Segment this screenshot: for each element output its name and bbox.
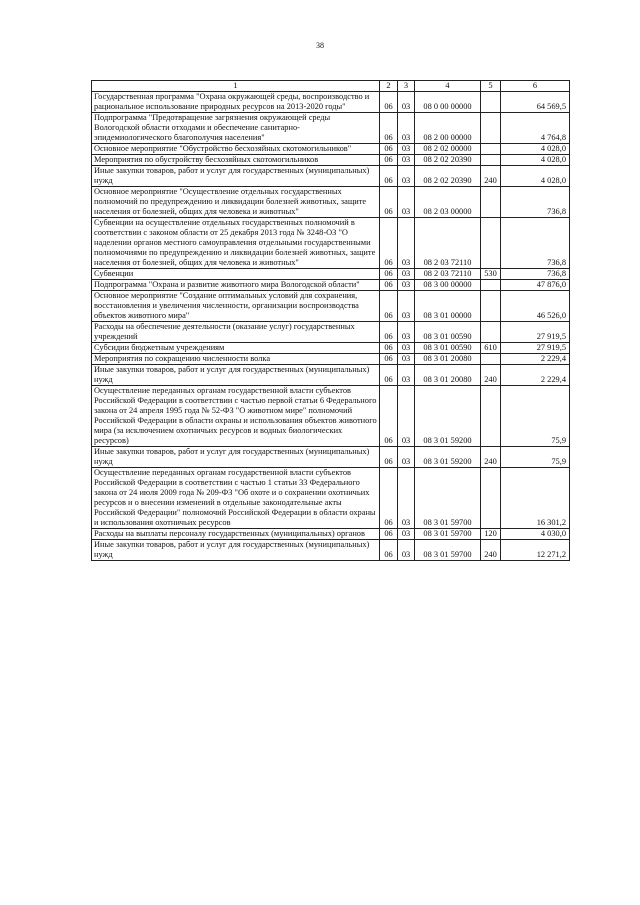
row-amount-cell: 47 876,0 [501, 280, 570, 291]
row-subsection-cell: 03 [398, 218, 415, 269]
row-name-cell: Основное мероприятие "Создание оптимальных условий для сохранения, восстановления и увеличения численности, организации воспроизводства объектов животного мира" [92, 291, 380, 322]
row-subsection-cell: 03 [398, 354, 415, 365]
table-row [92, 386, 570, 447]
row-section-cell: 06 [380, 187, 398, 218]
row-expense-type-cell [481, 155, 501, 166]
row-amount-cell: 4 028,0 [501, 155, 570, 166]
table-row [92, 447, 570, 468]
row-section-cell: 06 [380, 529, 398, 540]
row-expense-type-cell [481, 386, 501, 447]
row-amount-cell: 27 919,5 [501, 322, 570, 343]
table-body [92, 92, 570, 561]
row-name-cell: Осуществление переданных органам государственной власти субъектов Российской Федерации в соответствии с частью 1 статьи 33 Федерального закона от 24 июля 2009 года № 209-ФЗ "Об охоте и о сохранении охотничьих ресурсов и о внесении изменений в отдельные законодательные акты Российской Федерации" полномочий Российской Федерации в области охраны и использования охотничьих ресурсов [92, 468, 380, 529]
table-row [92, 343, 570, 354]
row-name-cell: Иные закупки товаров, работ и услуг для государственных (муниципальных) нужд [92, 447, 380, 468]
row-expense-type-cell: 240 [481, 447, 501, 468]
row-amount-cell: 736,8 [501, 269, 570, 280]
row-amount-cell: 2 229,4 [501, 354, 570, 365]
row-section-cell: 06 [380, 386, 398, 447]
header-cell-amount: 6 [501, 81, 570, 92]
row-section-cell: 06 [380, 280, 398, 291]
row-subsection-cell: 03 [398, 113, 415, 144]
row-expense-type-cell [481, 187, 501, 218]
row-expense-type-cell: 240 [481, 365, 501, 386]
header-cell-target-code: 4 [415, 81, 481, 92]
row-expense-type-cell [481, 468, 501, 529]
table-row [92, 187, 570, 218]
row-expense-type-cell [481, 218, 501, 269]
row-name-cell: Основное мероприятие "Обустройство бесхозяйных скотомогильников" [92, 144, 380, 155]
row-amount-cell: 75,9 [501, 447, 570, 468]
row-target-code-cell: 08 2 02 20390 [415, 155, 481, 166]
row-amount-cell: 736,8 [501, 187, 570, 218]
row-expense-type-cell [481, 92, 501, 113]
row-section-cell: 06 [380, 343, 398, 354]
row-name-cell: Государственная программа "Охрана окружающей среды, воспроизводство и рациональное использование природных ресурсов на 2013-2020 годы" [92, 92, 380, 113]
row-section-cell: 06 [380, 354, 398, 365]
row-amount-cell: 16 301,2 [501, 468, 570, 529]
row-target-code-cell: 08 0 00 00000 [415, 92, 481, 113]
table-row [92, 280, 570, 291]
row-section-cell: 06 [380, 218, 398, 269]
row-amount-cell: 12 271,2 [501, 540, 570, 561]
row-target-code-cell: 08 3 00 00000 [415, 280, 481, 291]
row-expense-type-cell [481, 113, 501, 144]
table-row [92, 92, 570, 113]
row-section-cell: 06 [380, 269, 398, 280]
header-cell-section: 2 [380, 81, 398, 92]
header-cell-expense-type: 5 [481, 81, 501, 92]
row-target-code-cell: 08 2 03 72110 [415, 218, 481, 269]
table-row [92, 365, 570, 386]
row-subsection-cell: 03 [398, 280, 415, 291]
row-name-cell: Расходы на выплаты персоналу государственных (муниципальных) органов [92, 529, 380, 540]
row-target-code-cell: 08 2 00 00000 [415, 113, 481, 144]
row-expense-type-cell [481, 280, 501, 291]
row-section-cell: 06 [380, 92, 398, 113]
row-amount-cell: 46 526,0 [501, 291, 570, 322]
page-number: 38 [316, 41, 324, 50]
row-name-cell: Основное мероприятие "Осуществление отдельных государственных полномочий по предупреждению и ликвидации болезней животных, защите населения от болезней, общих для человека и животных" [92, 187, 380, 218]
row-subsection-cell: 03 [398, 144, 415, 155]
table-row [92, 291, 570, 322]
row-target-code-cell: 08 2 02 20390 [415, 166, 481, 187]
row-expense-type-cell: 120 [481, 529, 501, 540]
row-target-code-cell: 08 3 01 59200 [415, 447, 481, 468]
row-subsection-cell: 03 [398, 540, 415, 561]
table-row [92, 166, 570, 187]
row-section-cell: 06 [380, 468, 398, 529]
row-amount-cell: 4 764,8 [501, 113, 570, 144]
row-subsection-cell: 03 [398, 386, 415, 447]
row-target-code-cell: 08 2 03 00000 [415, 187, 481, 218]
row-target-code-cell: 08 2 03 72110 [415, 269, 481, 280]
row-subsection-cell: 03 [398, 365, 415, 386]
row-section-cell: 06 [380, 144, 398, 155]
row-expense-type-cell [481, 291, 501, 322]
row-expense-type-cell: 240 [481, 540, 501, 561]
row-target-code-cell: 08 3 01 20080 [415, 354, 481, 365]
row-amount-cell: 27 919,5 [501, 343, 570, 354]
row-target-code-cell: 08 3 01 59700 [415, 468, 481, 529]
row-name-cell: Субсидии бюджетным учреждениям [92, 343, 380, 354]
row-subsection-cell: 03 [398, 447, 415, 468]
table-row [92, 155, 570, 166]
table-row [92, 468, 570, 529]
row-amount-cell: 4 028,0 [501, 166, 570, 187]
row-section-cell: 06 [380, 166, 398, 187]
row-subsection-cell: 03 [398, 322, 415, 343]
row-name-cell: Расходы на обеспечение деятельности (оказание услуг) государственных учреждений [92, 322, 380, 343]
table-row [92, 529, 570, 540]
row-name-cell: Мероприятия по сокращению численности волка [92, 354, 380, 365]
row-name-cell: Иные закупки товаров, работ и услуг для государственных (муниципальных) нужд [92, 166, 380, 187]
row-expense-type-cell [481, 322, 501, 343]
row-section-cell: 06 [380, 322, 398, 343]
row-name-cell: Иные закупки товаров, работ и услуг для государственных (муниципальных) нужд [92, 540, 380, 561]
row-target-code-cell: 08 3 01 59700 [415, 540, 481, 561]
budget-table [91, 80, 570, 561]
row-expense-type-cell [481, 354, 501, 365]
row-target-code-cell: 08 2 02 00000 [415, 144, 481, 155]
table-header [92, 81, 570, 92]
table-row [92, 144, 570, 155]
row-expense-type-cell [481, 144, 501, 155]
table-row [92, 269, 570, 280]
row-name-cell: Подпрограмма "Охрана и развитие животного мира Вологодской области" [92, 280, 380, 291]
row-subsection-cell: 03 [398, 343, 415, 354]
row-subsection-cell: 03 [398, 155, 415, 166]
row-amount-cell: 4 030,0 [501, 529, 570, 540]
row-subsection-cell: 03 [398, 269, 415, 280]
row-subsection-cell: 03 [398, 92, 415, 113]
row-target-code-cell: 08 3 01 00590 [415, 343, 481, 354]
row-expense-type-cell: 530 [481, 269, 501, 280]
row-section-cell: 06 [380, 155, 398, 166]
row-target-code-cell: 08 3 01 00000 [415, 291, 481, 322]
table-row [92, 540, 570, 561]
row-section-cell: 06 [380, 540, 398, 561]
row-subsection-cell: 03 [398, 468, 415, 529]
row-section-cell: 06 [380, 365, 398, 386]
row-name-cell: Подпрограмма "Предотвращение загрязнения окружающей среды Вологодской области отходами и обеспечение санитарно-эпидемиологического благополучия населения" [92, 113, 380, 144]
row-target-code-cell: 08 3 01 59700 [415, 529, 481, 540]
row-subsection-cell: 03 [398, 187, 415, 218]
row-target-code-cell: 08 3 01 20080 [415, 365, 481, 386]
row-subsection-cell: 03 [398, 529, 415, 540]
row-name-cell: Мероприятия по обустройству бесхозяйных скотомогильников [92, 155, 380, 166]
row-name-cell: Осуществление переданных органам государственной власти субъектов Российской Федерации в соответствии с частью первой статьи 6 Федерального закона от 24 апреля 1995 года № 52-ФЗ "О животном мире" полномочий Российской Федерации в области охраны и использования объектов животного мира (за исключением охотничьих ресурсов и водных биологических ресурсов) [92, 386, 380, 447]
table-row [92, 322, 570, 343]
row-amount-cell: 736,8 [501, 218, 570, 269]
row-amount-cell: 4 028,0 [501, 144, 570, 155]
row-section-cell: 06 [380, 113, 398, 144]
row-name-cell: Иные закупки товаров, работ и услуг для государственных (муниципальных) нужд [92, 365, 380, 386]
row-target-code-cell: 08 3 01 00590 [415, 322, 481, 343]
row-expense-type-cell: 240 [481, 166, 501, 187]
header-cell-subsection: 3 [398, 81, 415, 92]
row-amount-cell: 2 229,4 [501, 365, 570, 386]
row-subsection-cell: 03 [398, 291, 415, 322]
row-amount-cell: 64 569,5 [501, 92, 570, 113]
row-subsection-cell: 03 [398, 166, 415, 187]
header-row [92, 81, 570, 92]
row-section-cell: 06 [380, 447, 398, 468]
row-amount-cell: 75,9 [501, 386, 570, 447]
header-cell-name: 1 [92, 81, 380, 92]
table-row [92, 218, 570, 269]
row-expense-type-cell: 610 [481, 343, 501, 354]
row-target-code-cell: 08 3 01 59200 [415, 386, 481, 447]
row-name-cell: Субвенции на осуществление отдельных государственных полномочий в соответствии с законом области от 25 декабря 2013 года № 3248-ОЗ "О наделении органов местного самоуправления отдельными государственными полномочиями по предупреждению и ликвидации болезней животных, защите населения от болезней, общих для человека и животных" [92, 218, 380, 269]
row-name-cell: Субвенции [92, 269, 380, 280]
table-row [92, 354, 570, 365]
row-section-cell: 06 [380, 291, 398, 322]
table-row [92, 113, 570, 144]
